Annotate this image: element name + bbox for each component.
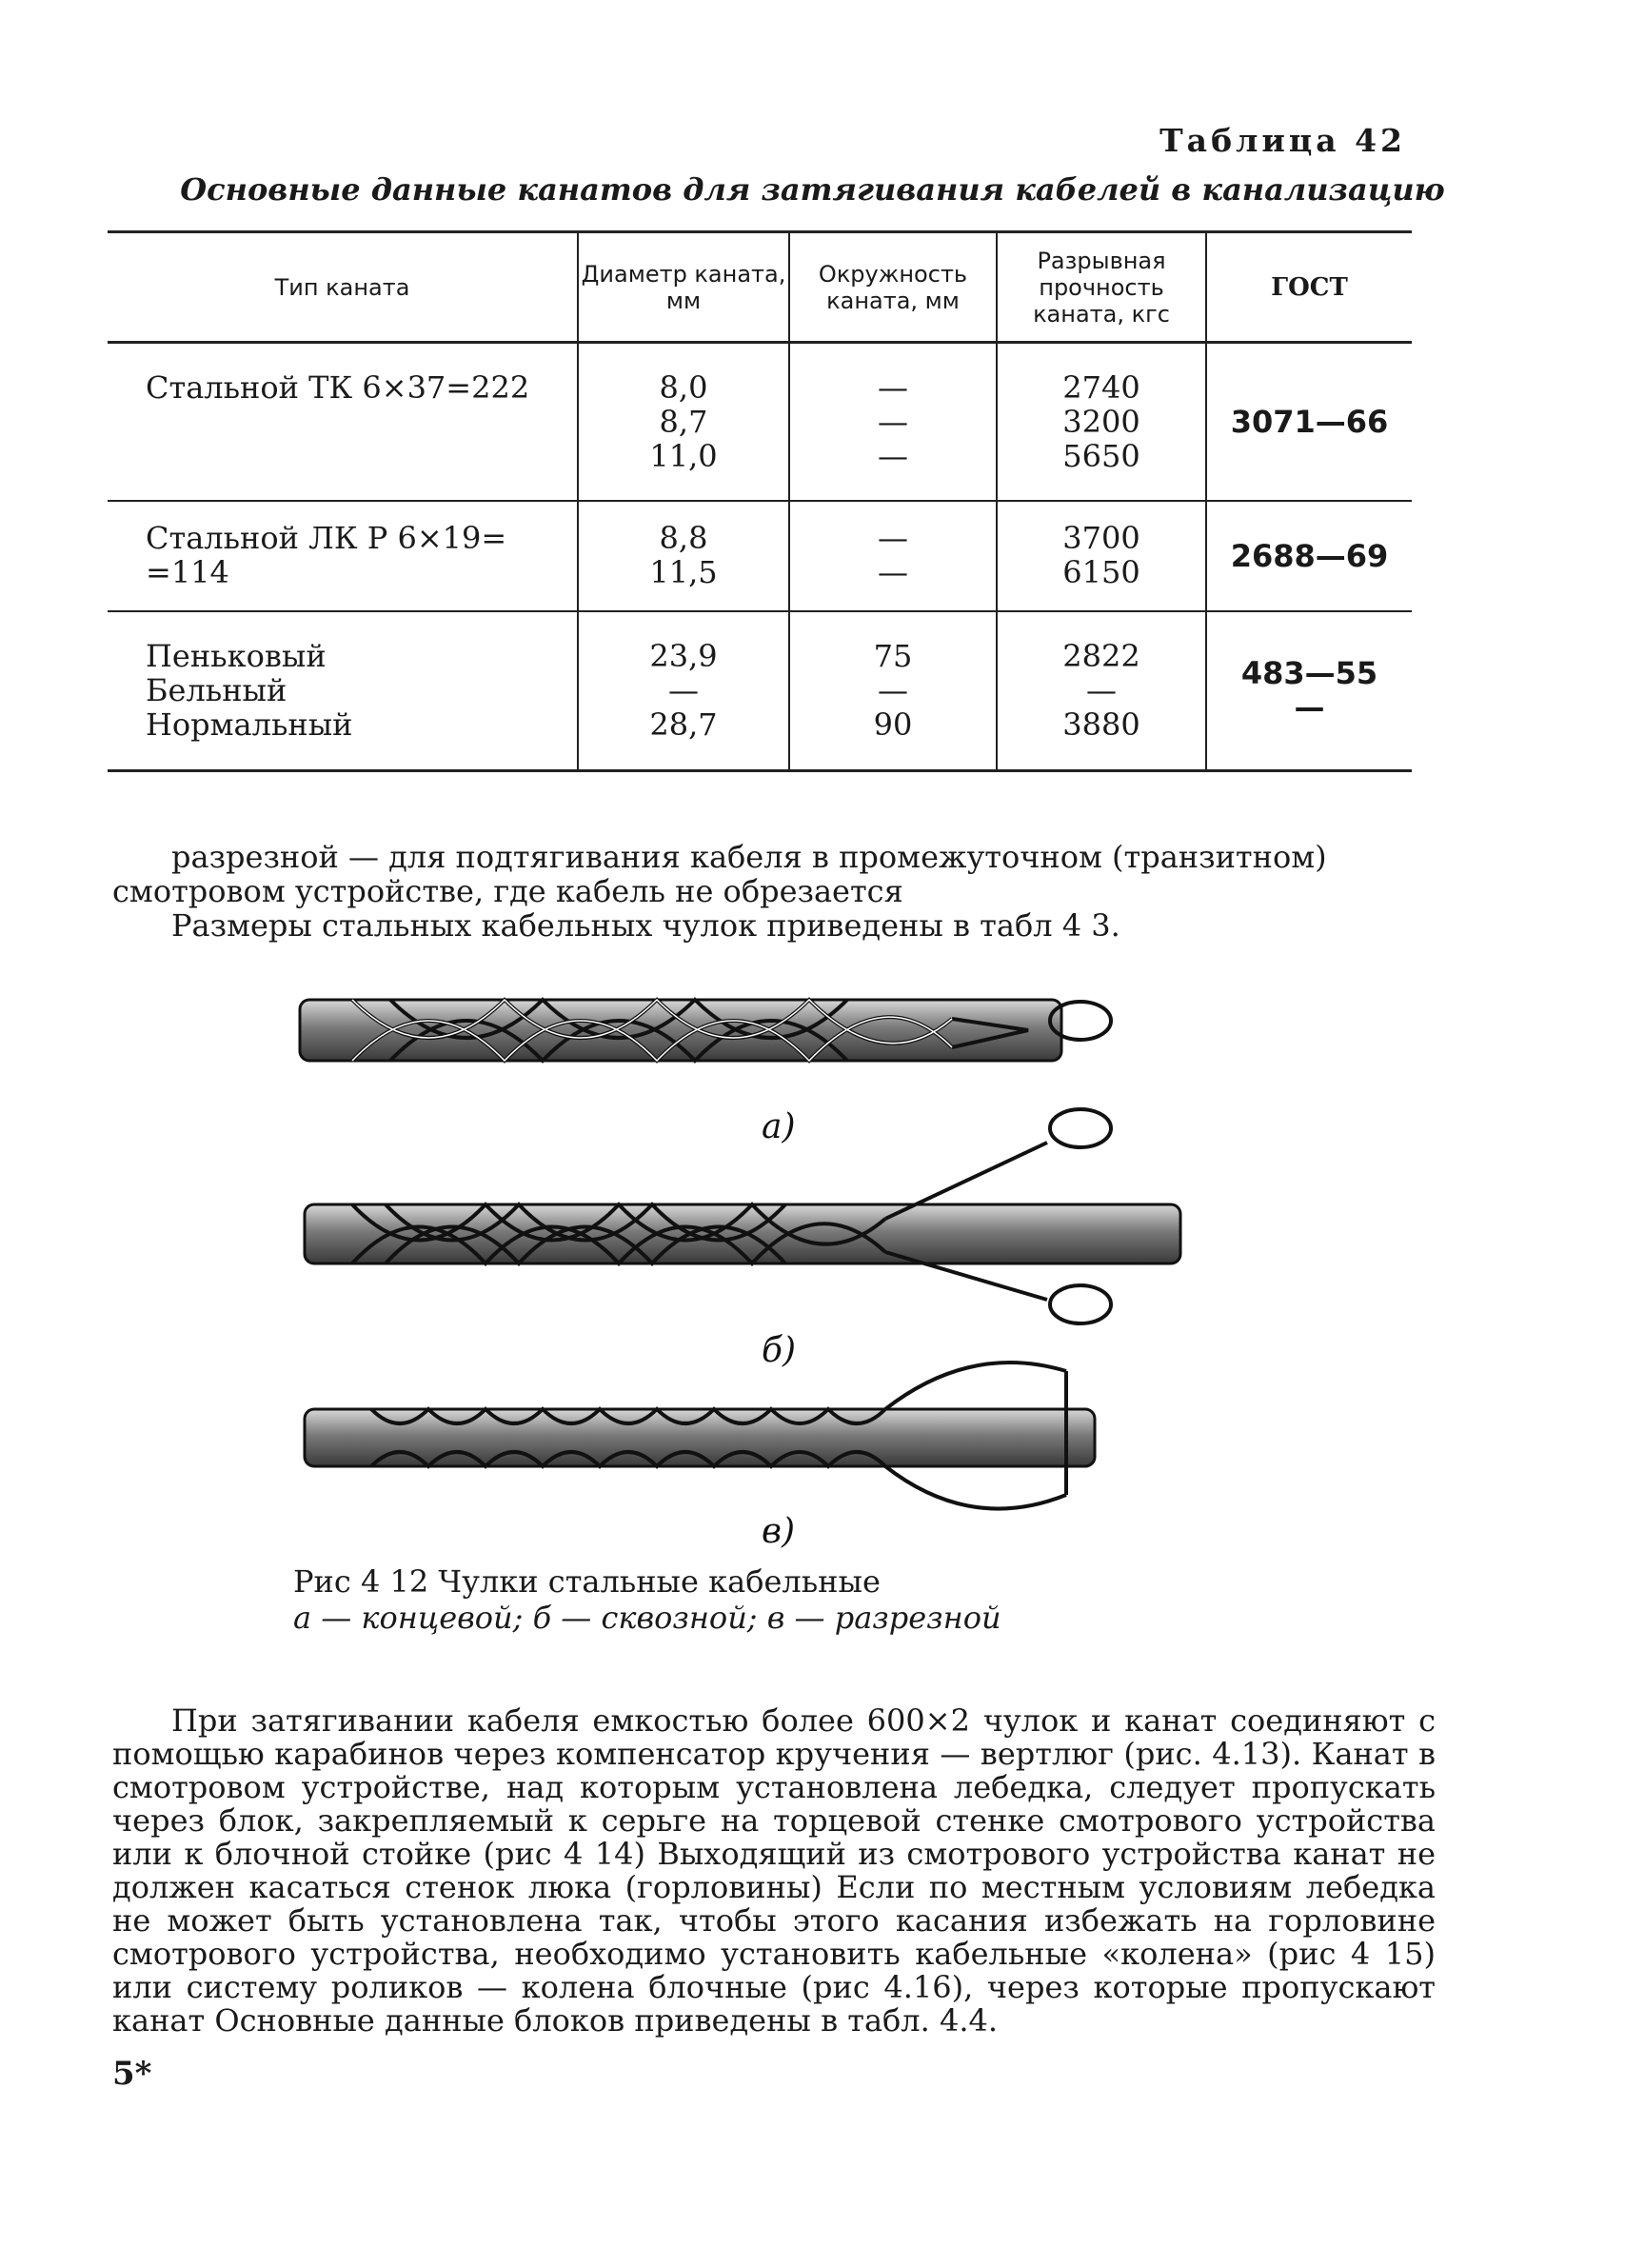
rope-data-table: [108, 230, 1412, 772]
figure-caption: [293, 1563, 1001, 1636]
figure-label-b: б): [762, 1331, 797, 1370]
cell-gost: 3071—66: [1206, 343, 1412, 501]
table-row: [108, 611, 1412, 771]
cell-circumference: — — —: [789, 343, 997, 501]
caption-title: Рис 4 12 Чулки стальные кабельные: [293, 1563, 881, 1600]
figure-label-c: в): [762, 1512, 795, 1551]
cell-type: Стальной ЛК Р 6×19= =114: [146, 519, 507, 590]
table-header-row: [108, 232, 1412, 343]
cell-gost: 2688—69: [1206, 501, 1412, 611]
paragraph-line: Размеры стальных кабельных чулок приведены в табл 4 3.: [171, 907, 1120, 944]
cell-gost: 483—55 —: [1206, 611, 1412, 771]
cable-stockings-figure: [286, 962, 1266, 1552]
cell-strength: 2740 3200 5650: [997, 343, 1206, 501]
stocking-c: [305, 1363, 1095, 1509]
header-type: Тип каната: [108, 232, 578, 343]
cell-type: Пеньковый Бельный Нормальный: [146, 637, 353, 743]
cell-diameter: 8,8 11,5: [578, 501, 789, 611]
cell-type: Стальной ТК 6×37=222: [146, 369, 530, 406]
cell-circumference: — —: [789, 501, 997, 611]
table-label: Таблица 42: [1159, 122, 1406, 159]
header-diameter: Диаметр каната, мм: [578, 232, 789, 343]
figure-label-a: а): [762, 1107, 796, 1146]
header-gost: ГОСТ: [1206, 232, 1412, 343]
page-number: 5*: [112, 2055, 152, 2093]
table-row: [108, 501, 1412, 611]
table-title: Основные данные канатов для затягивания кабелей в канализацию: [180, 171, 1445, 208]
paragraph-line: разрезной — для подтягивания кабеля в промежуточном (транзитном): [171, 839, 1327, 875]
body-paragraph: При затягивании кабеля емкостью более 600×2 чулок и канат соединяют с помощью карабинов через компенсатор кручения — вертлюг (рис. 4.13). Канат в смотровом устройстве, над которым установлена лебедка, следует пропускать через блок, закрепляемый к серьге на торцевой стенке смотрового устройства или к блочной стойке (рис 4 14) Выходящий из смотрового устройства канат не должен касаться стенок люка (горловины) Если по местным условиям лебедка не может быть установлена так, чтобы этого касания избежать на горловине смотрового устройства, необходимо установить кабельные «колена» (рис 4 15) или систему роликов — колена блочные (рис 4.16), через которые пропускают канат Основные данные блоков приведены в табл. 4.4.: [112, 1702, 1436, 2039]
cell-circumference: 75 — 90: [789, 611, 997, 771]
header-strength: Разрывная прочность каната, кгс: [997, 232, 1206, 343]
header-circumference: Окружность каната, мм: [789, 232, 997, 343]
cell-strength: 2822 — 3880: [997, 611, 1206, 771]
paragraph-line: смотровом устройстве, где кабель не обрезается: [112, 873, 903, 909]
stocking-a: [300, 1000, 1111, 1061]
table-row: [108, 343, 1412, 501]
cell-strength: 3700 6150: [997, 501, 1206, 611]
cell-diameter: 23,9 — 28,7: [578, 611, 789, 771]
caption-legend: а — концевой; б — сквозной; в — разрезной: [293, 1600, 1001, 1636]
stocking-b: [305, 1109, 1180, 1323]
cell-diameter: 8,0 8,7 11,0: [578, 343, 789, 501]
